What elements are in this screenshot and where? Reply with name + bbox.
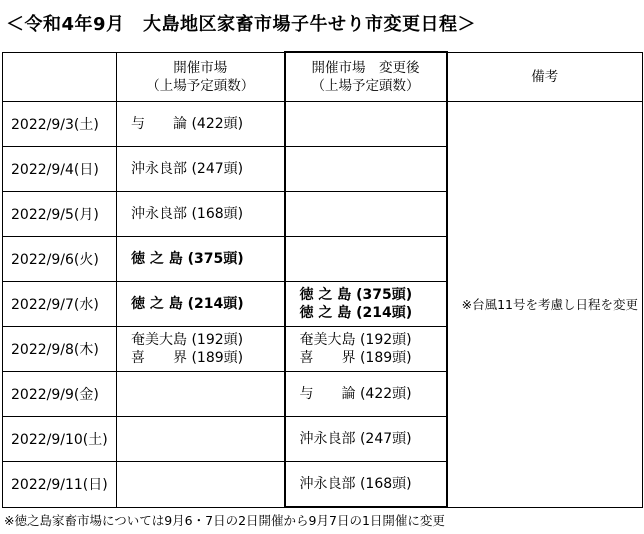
date-cell: 2022/9/9(金) xyxy=(3,372,117,417)
header-date xyxy=(3,52,117,102)
date-cell: 2022/9/10(土) xyxy=(3,417,117,462)
venue-cell: 奄美大島 (192頭) 喜 界 (189頭) xyxy=(117,327,285,372)
venue-cell: 沖永良部 (168頭) xyxy=(117,192,285,237)
header-row xyxy=(3,52,643,102)
date-cell: 2022/9/3(土) xyxy=(3,102,117,147)
date-cell: 2022/9/8(木) xyxy=(3,327,117,372)
changed-venue-cell: 沖永良部 (168頭) xyxy=(285,462,447,508)
changed-venue-cell xyxy=(285,237,447,282)
changed-venue-cell xyxy=(285,147,447,192)
changed-venue-cell: 奄美大島 (192頭) 喜 界 (189頭) xyxy=(285,327,447,372)
venue-cell xyxy=(117,417,285,462)
table-row xyxy=(3,102,643,147)
date-cell: 2022/9/6(火) xyxy=(3,237,117,282)
header-changed-venue: 開催市場 変更後 （上場予定頭数） xyxy=(285,52,447,102)
venue-cell: 徳 之 島 (375頭) xyxy=(117,237,285,282)
remarks-cell: ※台風11号を考慮し日程を変更 xyxy=(447,102,643,508)
changed-venue-cell: 徳 之 島 (375頭) 徳 之 島 (214頭) xyxy=(285,282,447,327)
changed-venue-cell xyxy=(285,192,447,237)
date-cell: 2022/9/11(日) xyxy=(3,462,117,508)
venue-cell: 徳 之 島 (214頭) xyxy=(117,282,285,327)
header-venue: 開催市場 （上場予定頭数） xyxy=(117,52,285,102)
venue-cell xyxy=(117,372,285,417)
footnote: ※徳之島家畜市場については9月6・7日の2日開催から9月7日の1日開催に変更 xyxy=(4,513,445,528)
changed-venue-cell: 与 論 (422頭) xyxy=(285,372,447,417)
changed-venue-cell xyxy=(285,102,447,147)
date-cell: 2022/9/4(日) xyxy=(3,147,117,192)
changed-venue-cell: 沖永良部 (247頭) xyxy=(285,417,447,462)
date-cell: 2022/9/5(月) xyxy=(3,192,117,237)
schedule-table xyxy=(2,51,643,508)
venue-cell: 与 論 (422頭) xyxy=(117,102,285,147)
venue-cell xyxy=(117,462,285,508)
page-title: ＜令和4年9月 大島地区家畜市場子牛せり市変更日程＞ xyxy=(6,14,477,35)
header-remarks: 備考 xyxy=(447,52,643,102)
date-cell: 2022/9/7(水) xyxy=(3,282,117,327)
venue-cell: 沖永良部 (247頭) xyxy=(117,147,285,192)
